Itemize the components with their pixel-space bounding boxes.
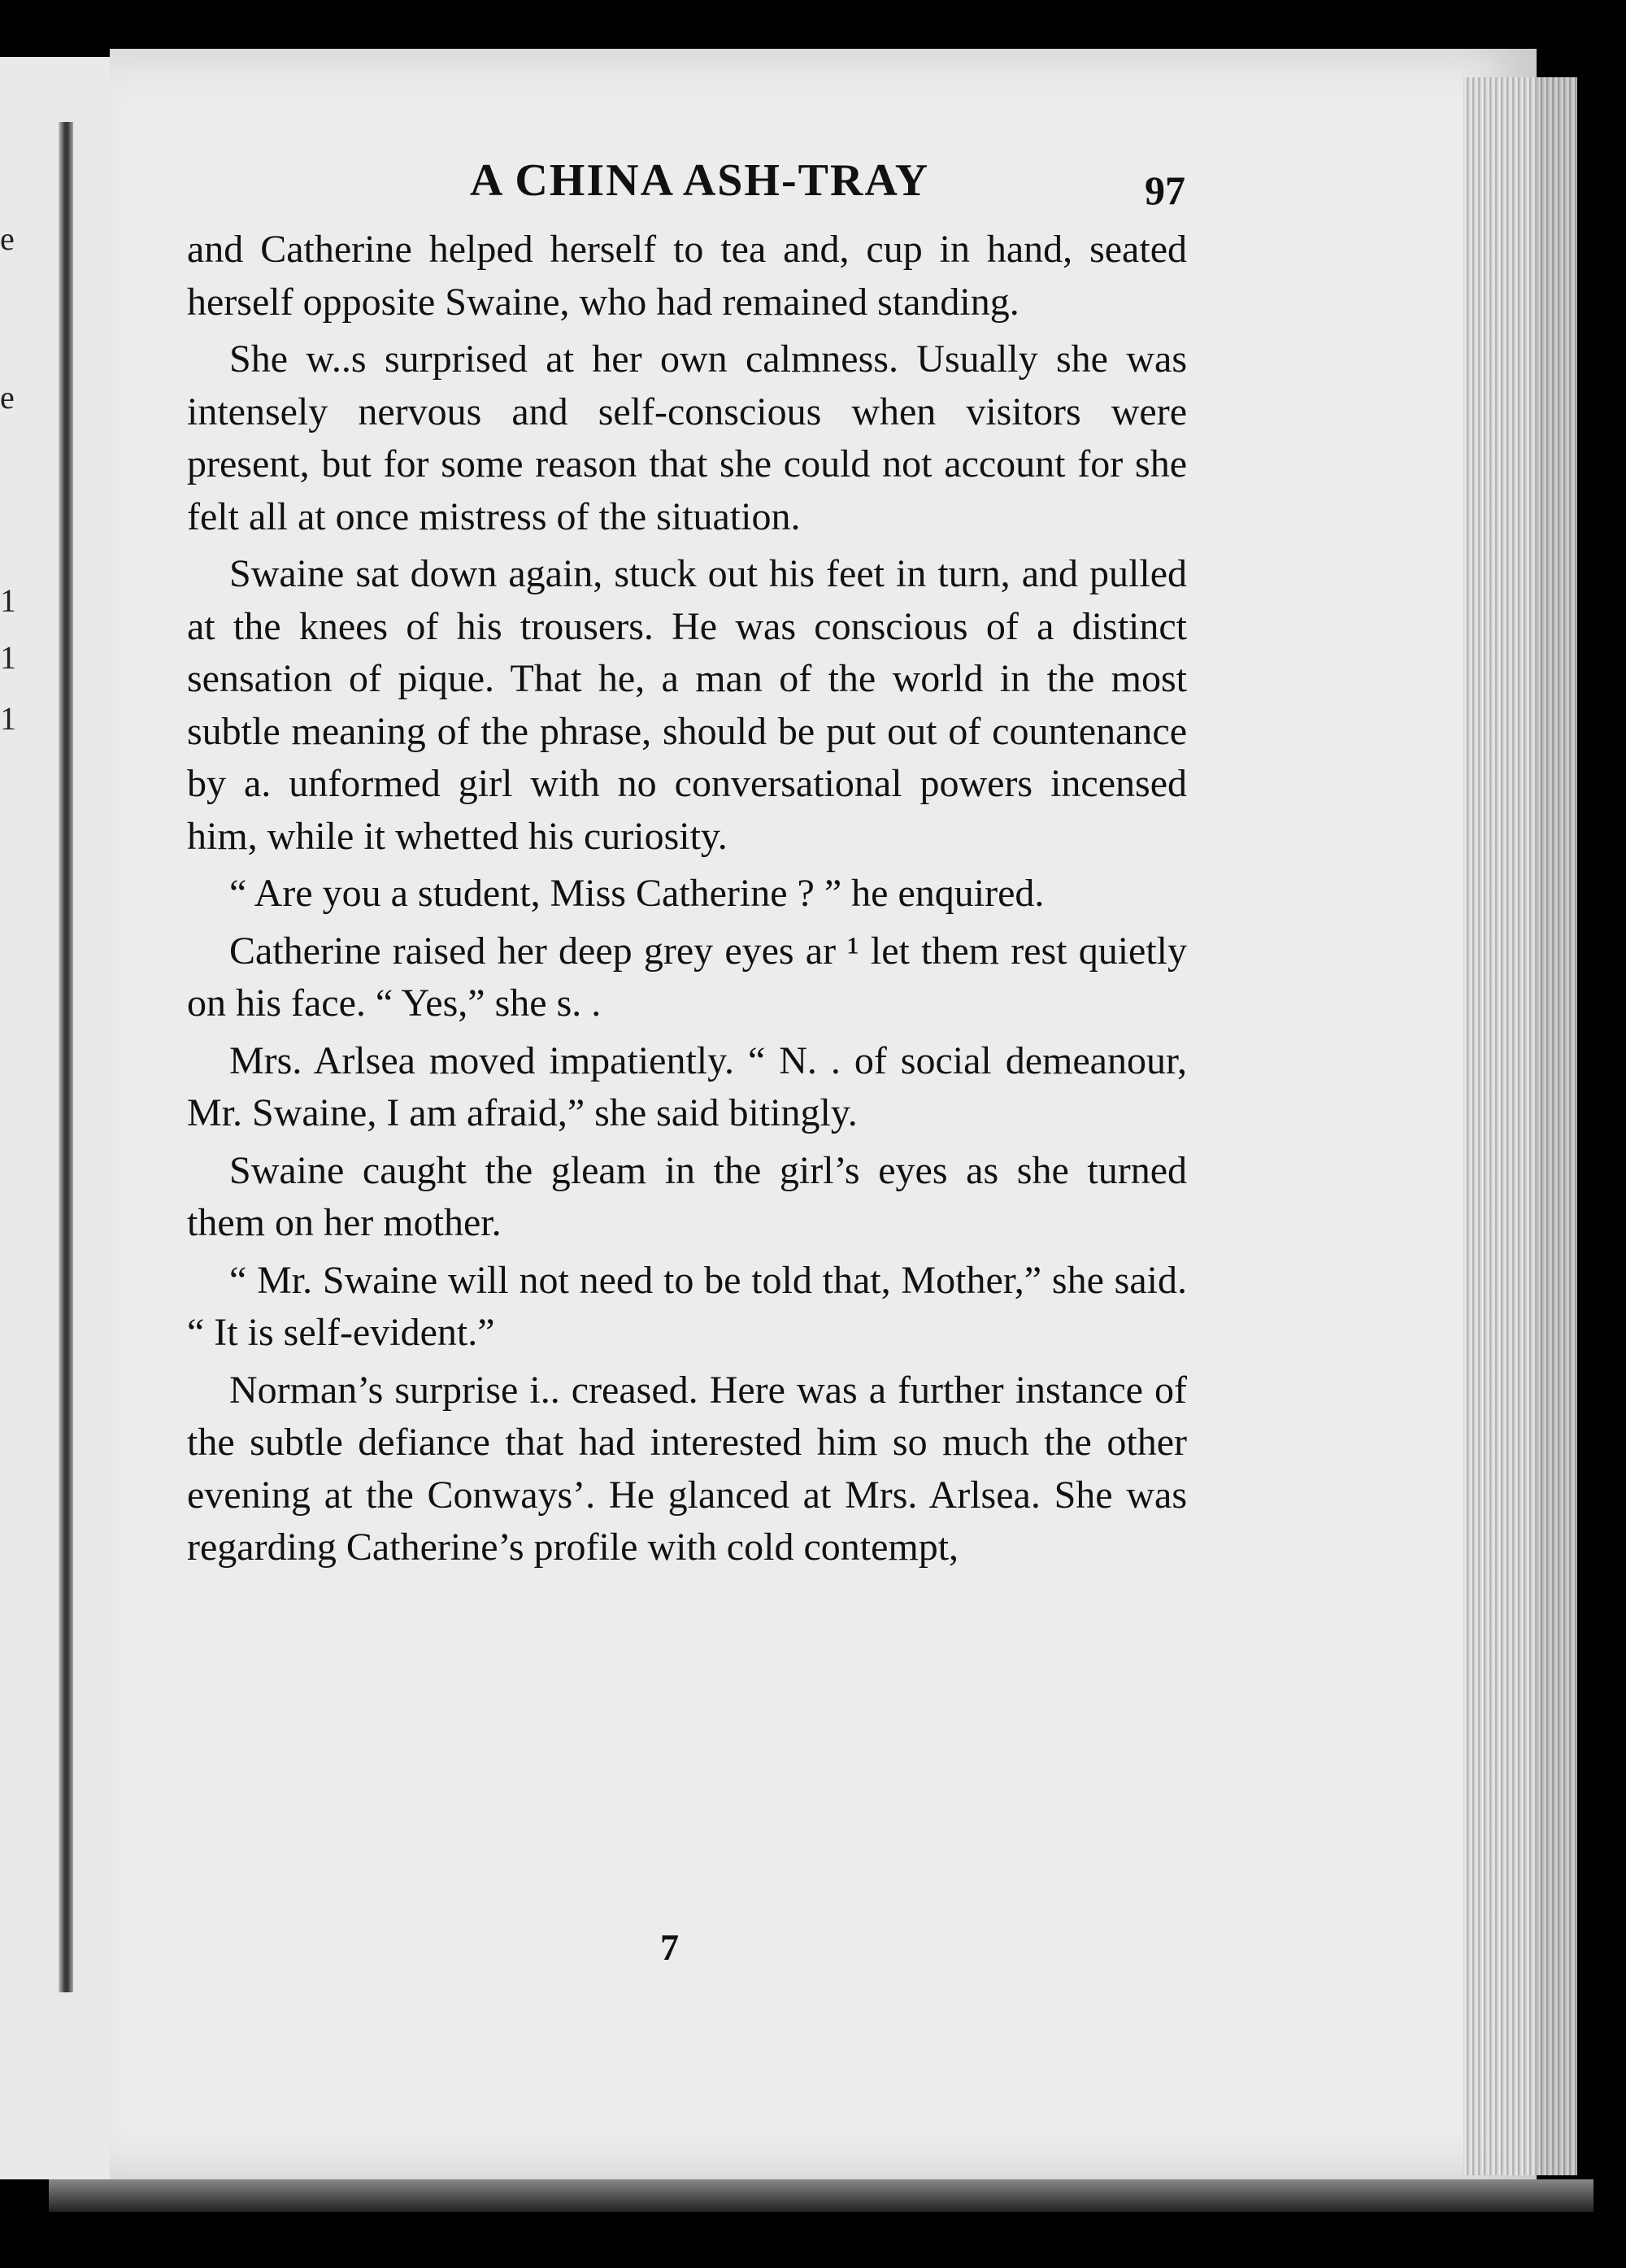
page-number: 97: [1145, 168, 1185, 213]
body-text: [187, 224, 1187, 1579]
left-page-fragment: 1: [0, 582, 16, 619]
signature-mark: 7: [660, 1926, 679, 1968]
left-page-fragment: e: [0, 220, 15, 257]
page-fore-edge: [1463, 77, 1577, 2175]
paragraph: She w..s surprised at her own calmness. Usually she was intensely nervous and self-conscious when visitors were present, but for some reason that she could not account for she felt all at once mistress of the situation.: [187, 337, 1187, 538]
paragraph: Swaine caught the gleam in the girl’s eyes as she turned them on her mother.: [187, 1148, 1187, 1244]
paragraph: Norman’s surprise i.. creased. Here was a further instance of the subtle defiance that had interested him so much the other evening at the Conways’. He glanced at Mrs. Arlsea. She was regarding Catherine’s profile with cold contempt,: [187, 1368, 1187, 1569]
paragraph: Catherine raised her deep grey eyes ar ¹ let them rest quietly on his face. “ Yes,” she s. .: [187, 929, 1187, 1025]
left-page-fragment: 1: [0, 700, 16, 737]
paragraph: Mrs. Arlsea moved impatiently. “ N. . of social demeanour, Mr. Swaine, I am afraid,” she said bitingly.: [187, 1038, 1187, 1134]
book-gutter: [59, 122, 73, 1992]
left-page-fragment: e: [0, 379, 15, 416]
paragraph: “ Are you a student, Miss Catherine ? ” he enquired.: [229, 872, 1045, 915]
paragraph: Swaine sat down again, stuck out his feet in turn, and pulled at the knees of his trousers. He was conscious of a distinct sensation of pique. That he, a man of the world in the most subtle meaning of the phrase, should be put out of countenance by a. unformed girl with no conversational powers incensed him, while it whetted his curiosity.: [187, 552, 1187, 858]
page-header: [0, 155, 1626, 211]
paragraph: “ Mr. Swaine will not need to be told that, Mother,” she said. “ It is self-evident.”: [187, 1258, 1187, 1354]
paragraph: and Catherine helped herself to tea and, cup in hand, seated herself opposite Swaine, who had remained standing.: [187, 228, 1187, 324]
page-bottom-edge: [49, 2179, 1593, 2212]
running-head: A CHINA ASH-TRAY: [470, 155, 930, 206]
left-page-fragment: 1: [0, 639, 16, 676]
previous-page-edge: [0, 57, 114, 2179]
